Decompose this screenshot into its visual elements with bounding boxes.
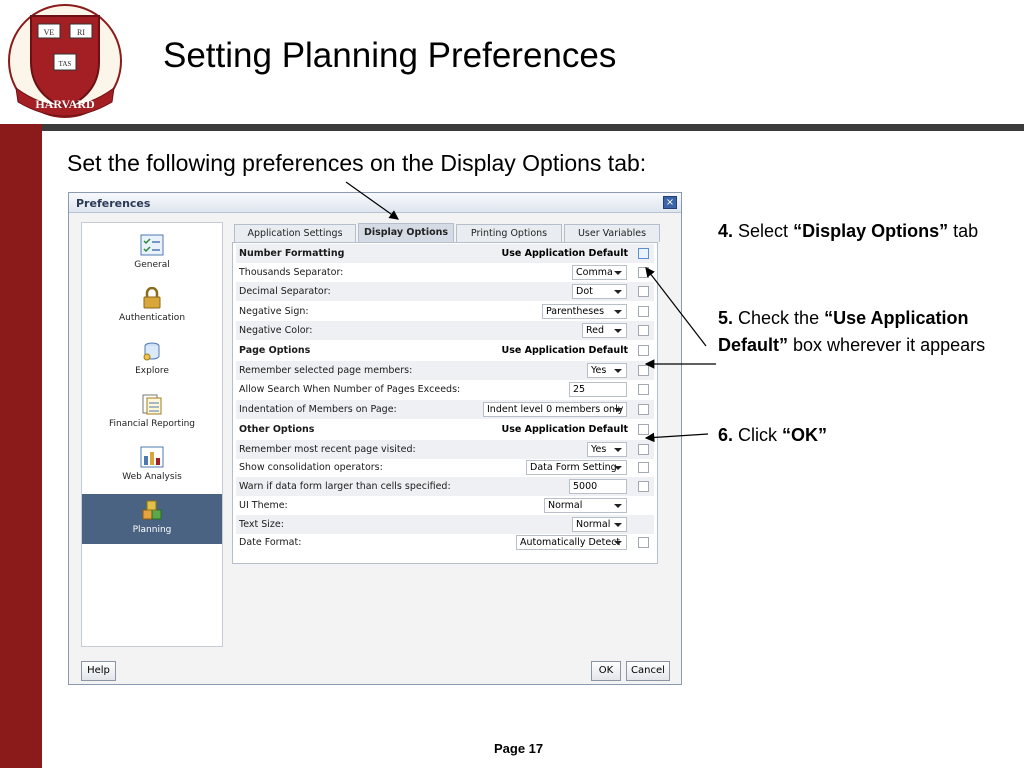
row-text-size bbox=[236, 515, 654, 534]
ui-theme-select[interactable]: Normal bbox=[544, 498, 627, 513]
row-label: Text Size: bbox=[239, 519, 284, 530]
logo-banner: HARVARD bbox=[35, 97, 95, 111]
category-label: Web Analysis bbox=[122, 472, 182, 482]
category-planning[interactable] bbox=[82, 494, 222, 544]
use-application-default-checkbox[interactable] bbox=[638, 345, 649, 356]
row-checkbox[interactable] bbox=[638, 537, 649, 548]
row-negative-sign bbox=[236, 302, 654, 321]
section-other-options bbox=[236, 420, 654, 439]
row-checkbox[interactable] bbox=[638, 325, 649, 336]
tab-application-settings[interactable]: Application Settings bbox=[234, 224, 356, 242]
row-decimal-separator bbox=[236, 282, 654, 301]
crimson-side-bar bbox=[0, 124, 42, 768]
general-checklist-icon bbox=[140, 234, 164, 256]
row-ui-theme bbox=[236, 496, 654, 515]
section-title: Number Formatting bbox=[239, 248, 345, 259]
category-label: Financial Reporting bbox=[108, 419, 196, 429]
dialog-titlebar bbox=[69, 193, 681, 213]
step-number: 5. bbox=[718, 308, 734, 328]
negative-color-select[interactable]: Red bbox=[582, 323, 627, 338]
row-checkbox[interactable] bbox=[638, 267, 649, 278]
callout-step-6 bbox=[718, 422, 1008, 449]
row-negative-color bbox=[236, 321, 654, 340]
page-number: Page 17 bbox=[494, 741, 544, 756]
logo-book-tas: TAS bbox=[58, 60, 72, 68]
row-thousands-separator bbox=[236, 263, 654, 282]
step-text: Click bbox=[738, 425, 778, 445]
row-label: Date Format: bbox=[239, 537, 302, 548]
allow-search-pages-input[interactable]: 25 bbox=[569, 382, 627, 397]
category-label: Explore bbox=[135, 366, 169, 376]
use-application-default-checkbox[interactable] bbox=[638, 248, 649, 259]
row-checkbox[interactable] bbox=[638, 462, 649, 473]
step-number: 6. bbox=[718, 425, 734, 445]
display-options-panel bbox=[232, 242, 658, 564]
section-page-options bbox=[236, 341, 654, 360]
use-application-default-label: Use Application Default bbox=[501, 248, 628, 259]
cancel-button[interactable]: Cancel bbox=[626, 661, 670, 681]
category-explore[interactable] bbox=[82, 335, 222, 385]
indentation-members-select[interactable]: Indent level 0 members only bbox=[483, 402, 627, 417]
category-web-analysis[interactable] bbox=[82, 441, 222, 491]
step-text: Check the bbox=[738, 308, 820, 328]
slide-subtitle: Set the following preferences on the Display Options tab: bbox=[67, 150, 647, 176]
row-checkbox[interactable] bbox=[638, 306, 649, 317]
title-divider bbox=[0, 124, 1024, 131]
step-text-after: box wherever it appears bbox=[793, 335, 986, 355]
warn-data-form-input[interactable]: 5000 bbox=[569, 479, 627, 494]
planning-cubes-icon bbox=[140, 499, 164, 521]
row-label: Remember most recent page visited: bbox=[239, 444, 416, 455]
tab-printing-options[interactable]: Printing Options bbox=[456, 224, 562, 242]
row-label: Decimal Separator: bbox=[239, 286, 331, 297]
row-indentation-members bbox=[236, 400, 654, 419]
tab-user-variables[interactable]: User Variables bbox=[564, 224, 660, 242]
row-remember-recent-page bbox=[236, 440, 654, 459]
logo-book-ri: RI bbox=[77, 28, 85, 37]
padlock-icon bbox=[140, 287, 164, 309]
row-label: Indentation of Members on Page: bbox=[239, 404, 397, 415]
web-analysis-chart-icon bbox=[140, 446, 164, 468]
help-button[interactable]: Help bbox=[81, 661, 116, 681]
harvard-shield-logo bbox=[4, 2, 126, 120]
thousands-separator-select[interactable]: Comma bbox=[572, 265, 627, 280]
logo-book-ve: VE bbox=[43, 28, 55, 37]
section-title: Other Options bbox=[239, 424, 315, 435]
category-label: Authentication bbox=[118, 313, 186, 323]
row-date-format bbox=[236, 533, 654, 552]
consolidation-operators-select[interactable]: Data Form Setting bbox=[526, 460, 627, 475]
row-remember-page-members bbox=[236, 361, 654, 380]
row-label: Negative Sign: bbox=[239, 306, 309, 317]
slide-title: Setting Planning Preferences bbox=[163, 36, 617, 75]
financial-reporting-icon bbox=[140, 393, 164, 415]
row-checkbox[interactable] bbox=[638, 444, 649, 455]
row-label: Remember selected page members: bbox=[239, 365, 413, 376]
preferences-dialog bbox=[68, 192, 682, 685]
row-label: Warn if data form larger than cells specified: bbox=[239, 481, 451, 492]
category-general[interactable] bbox=[82, 229, 222, 279]
step-text: Select bbox=[738, 221, 789, 241]
remember-recent-page-select[interactable]: Yes bbox=[587, 442, 627, 457]
category-authentication[interactable] bbox=[82, 282, 222, 332]
decimal-separator-select[interactable]: Dot bbox=[572, 284, 627, 299]
use-application-default-label: Use Application Default bbox=[501, 345, 628, 356]
date-format-select[interactable]: Automatically Detect bbox=[516, 535, 627, 550]
row-checkbox[interactable] bbox=[638, 404, 649, 415]
row-label: Show consolidation operators: bbox=[239, 462, 383, 473]
row-label: Negative Color: bbox=[239, 325, 313, 336]
step-emphasis: “Use Application Default” bbox=[718, 308, 969, 355]
step-emphasis: “OK” bbox=[782, 425, 828, 445]
row-allow-search-pages bbox=[236, 380, 654, 399]
dialog-title: Preferences bbox=[76, 197, 151, 210]
close-button[interactable]: × bbox=[663, 196, 677, 209]
explore-database-icon bbox=[140, 340, 164, 362]
row-checkbox[interactable] bbox=[638, 286, 649, 297]
row-checkbox[interactable] bbox=[638, 481, 649, 492]
ok-button[interactable]: OK bbox=[591, 661, 621, 681]
section-title: Page Options bbox=[239, 345, 311, 356]
category-label: Planning bbox=[132, 525, 172, 535]
negative-sign-select[interactable]: Parentheses bbox=[542, 304, 627, 319]
step-text-after: tab bbox=[953, 221, 979, 241]
category-financial-reporting[interactable] bbox=[82, 388, 222, 438]
category-label: General bbox=[134, 260, 170, 270]
row-warn-data-form bbox=[236, 477, 654, 496]
use-application-default-label: Use Application Default bbox=[501, 424, 628, 435]
text-size-select[interactable]: Normal bbox=[572, 517, 627, 532]
section-number-formatting bbox=[236, 244, 654, 263]
use-application-default-checkbox[interactable] bbox=[638, 424, 649, 435]
row-label: UI Theme: bbox=[239, 500, 288, 511]
step-emphasis: “Display Options” bbox=[793, 221, 949, 241]
callout-step-4 bbox=[718, 218, 1008, 245]
row-consolidation-operators bbox=[236, 458, 654, 477]
tab-display-options[interactable]: Display Options bbox=[358, 223, 454, 242]
row-checkbox[interactable] bbox=[638, 384, 649, 395]
callout-step-5 bbox=[718, 305, 1008, 359]
row-checkbox[interactable] bbox=[638, 365, 649, 376]
remember-page-members-select[interactable]: Yes bbox=[587, 363, 627, 378]
step-number: 4. bbox=[718, 221, 734, 241]
row-label: Thousands Separator: bbox=[239, 267, 344, 278]
row-label: Allow Search When Number of Pages Exceeds: bbox=[239, 384, 461, 395]
category-list bbox=[81, 222, 223, 647]
